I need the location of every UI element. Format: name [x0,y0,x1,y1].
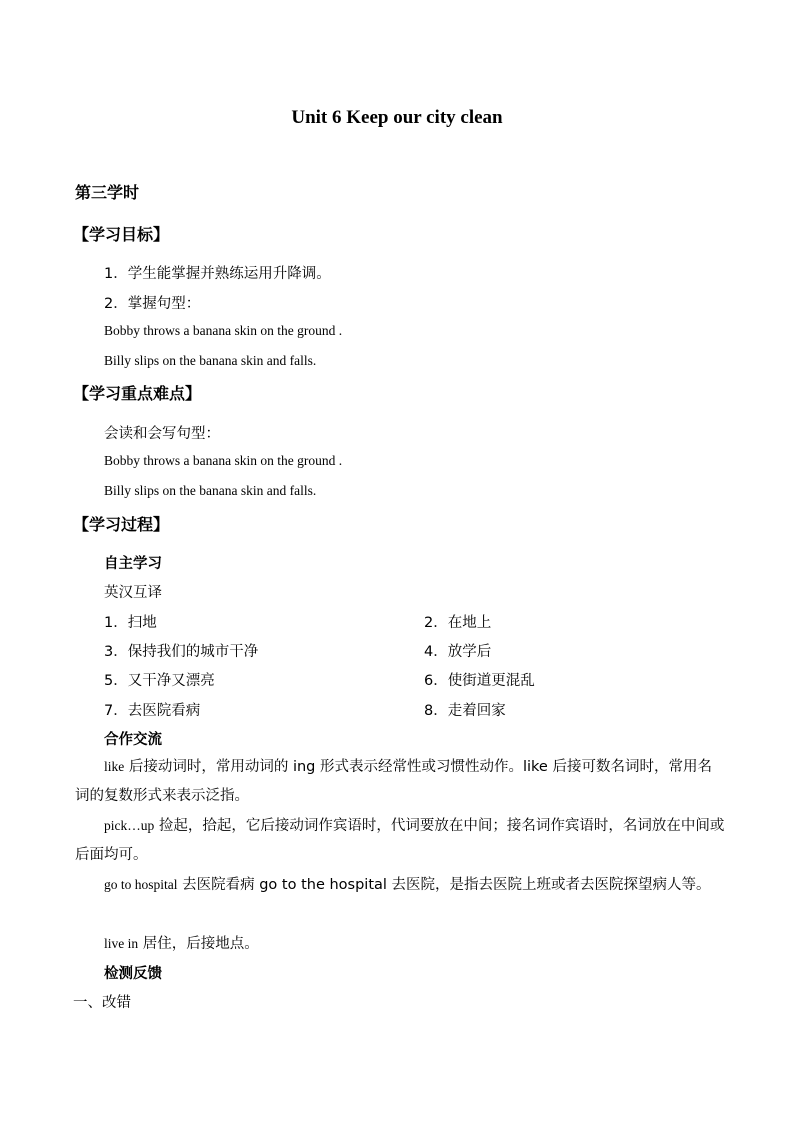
translate-item-2: 2．在地上 [424,615,492,631]
note-text: 居住，后接地点。 [138,936,259,952]
note-paragraph-like [75,752,725,811]
note-text: 去医院看病 go to the hospital 去医院，是指去医院上班或者去医院探望病人等。 [177,877,711,893]
note-paragraph-go-to-hospital [75,870,725,900]
note-term: like [104,759,125,774]
translate-item-8: 8．走着回家 [424,703,506,719]
goal-item-2: 2．掌握句型： [104,296,201,312]
lesson-label: 第三学时 [75,183,140,202]
key-points-sentence-1: Bobby throws a banana skin on the ground . [104,453,343,468]
key-points-intro: 会读和会写句型： [104,426,220,442]
section-heading-process: 【学习过程】 [73,515,170,534]
translate-item-6: 6．使街道更混乱 [424,673,535,689]
translate-item-3: 3．保持我们的城市干净 [104,644,259,660]
goal-item-1: 1．学生能掌握并熟练运用升降调。 [104,266,331,282]
correction-heading: 一、改错 [73,995,131,1011]
section-heading-goals: 【学习目标】 [73,225,170,244]
note-paragraph-live-in [75,929,725,959]
goal-sentence-2: Billy slips on the banana skin and falls. [104,353,317,368]
key-points-sentence-2: Billy slips on the banana skin and falls. [104,483,317,498]
note-term: live in [104,936,139,951]
note-text: 捡起，拾起，它后接动词作宾语时，代词要放在中间；接名词作宾语时，名词放在中间或后面均可。 [75,818,725,863]
translate-item-4: 4．放学后 [424,644,492,660]
note-text: 后接动词时，常用动词的 ing 形式表示经常性或习惯性动作。like 后接可数名词时，常用名词的复数形式来表示泛指。 [75,759,712,804]
section-heading-key-points: 【学习重点难点】 [73,384,202,403]
note-term: go to hospital [104,877,178,892]
translate-item-7: 7．去医院看病 [104,703,201,719]
note-paragraph-pick-up [75,811,725,870]
translate-item-5: 5．又干净又漂亮 [104,673,215,689]
feedback-heading: 检测反馈 [104,966,162,982]
translate-heading: 英汉互译 [104,585,162,601]
cooperation-heading: 合作交流 [104,732,162,748]
self-study-heading: 自主学习 [104,556,162,572]
goal-sentence-1: Bobby throws a banana skin on the ground . [104,323,343,338]
translate-item-1: 1．扫地 [104,615,157,631]
note-term: pick…up [104,818,155,833]
page-title: Unit 6 Keep our city clean [291,107,503,128]
